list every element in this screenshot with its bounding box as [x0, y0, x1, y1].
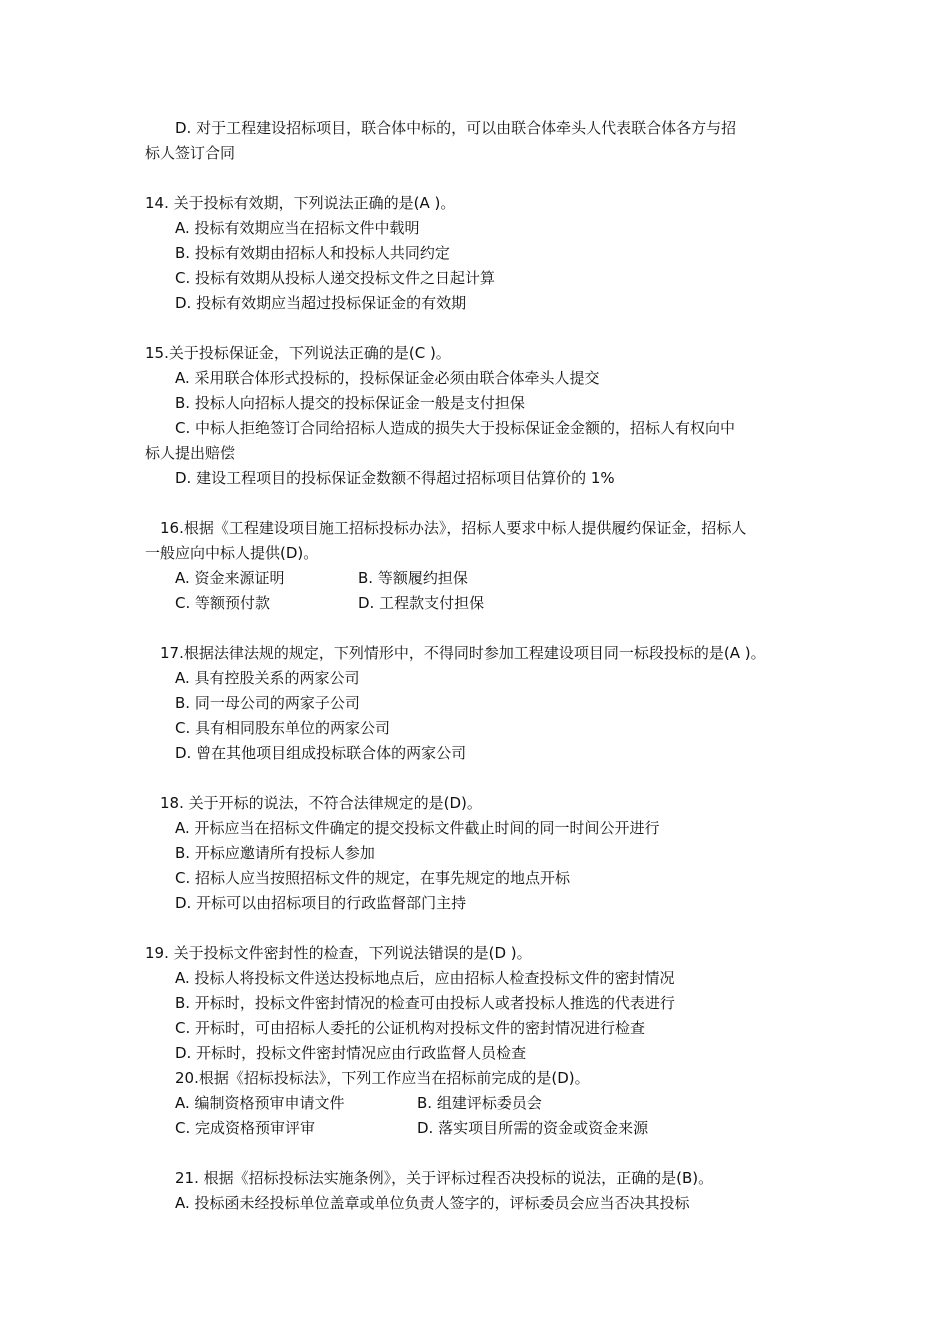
q14-option-a: A. 投标有效期应当在招标文件中载明 — [175, 219, 420, 237]
q18-stem: 18. 关于开标的说法，不符合法律规定的是(D)。 — [160, 794, 482, 812]
q19-option-b: B. 开标时，投标文件密封情况的检查可由投标人或者投标人推选的代表进行 — [175, 994, 675, 1012]
q20-option-d: D. 落实项目所需的资金或资金来源 — [417, 1119, 649, 1137]
q19-option-d: D. 开标时，投标文件密封情况应由行政监督人员检查 — [175, 1044, 527, 1062]
q13-option-d-line2: 标人签订合同 — [145, 144, 236, 162]
q15-stem: 15.关于投标保证金，下列说法正确的是(C )。 — [145, 344, 451, 362]
q14-stem: 14. 关于投标有效期，下列说法正确的是(A )。 — [145, 194, 456, 212]
q17-option-d: D. 曾在其他项目组成投标联合体的两家公司 — [175, 744, 467, 762]
q20-option-b: B. 组建评标委员会 — [417, 1094, 542, 1112]
q21-option-a: A. 投标函未经投标单位盖章或单位负责人签字的，评标委员会应当否决其投标 — [175, 1194, 690, 1212]
q20-stem: 20.根据《招标投标法》，下列工作应当在招标前完成的是(D)。 — [175, 1069, 590, 1087]
q13-option-d-line1: D. 对于工程建设招标项目，联合体中标的，可以由联合体牵头人代表联合体各方与招 — [175, 119, 737, 137]
q16-option-d: D. 工程款支付担保 — [358, 594, 485, 612]
q18-option-a: A. 开标应当在招标文件确定的提交投标文件截止时间的同一时间公开进行 — [175, 819, 660, 837]
q20-option-a: A. 编制资格预审申请文件 — [175, 1094, 345, 1112]
q14-option-c: C. 投标有效期从投标人递交投标文件之日起计算 — [175, 269, 496, 287]
q17-option-a: A. 具有控股关系的两家公司 — [175, 669, 360, 687]
q19-option-c: C. 开标时，可由招标人委托的公证机构对投标文件的密封情况进行检查 — [175, 1019, 646, 1037]
q16-option-b: B. 等额履约担保 — [358, 569, 468, 587]
q17-stem: 17.根据法律法规的规定，下列情形中，不得同时参加工程建设项目同一标段投标的是(A )。 — [160, 644, 766, 662]
q20-option-c: C. 完成资格预审评审 — [175, 1119, 316, 1137]
q17-option-c: C. 具有相同股东单位的两家公司 — [175, 719, 391, 737]
q19-option-a: A. 投标人将投标文件送达投标地点后，应由招标人检查投标文件的密封情况 — [175, 969, 675, 987]
q16-stem-line1: 16.根据《工程建设项目施工招标投标办法》，招标人要求中标人提供履约保证金，招标人 — [160, 519, 747, 537]
q15-option-c-line1: C. 中标人拒绝签订合同给招标人造成的损失大于投标保证金金额的，招标人有权向中 — [175, 419, 736, 437]
q18-option-c: C. 招标人应当按照招标文件的规定，在事先规定的地点开标 — [175, 869, 571, 887]
q19-stem: 19. 关于投标文件密封性的检查，下列说法错误的是(D )。 — [145, 944, 532, 962]
q15-option-c-line2: 标人提出赔偿 — [145, 444, 236, 462]
q14-option-b: B. 投标有效期由招标人和投标人共同约定 — [175, 244, 450, 262]
q21-stem: 21. 根据《招标投标法实施条例》，关于评标过程否决投标的说法，正确的是(B)。 — [175, 1169, 714, 1187]
q14-option-d: D. 投标有效期应当超过投标保证金的有效期 — [175, 294, 467, 312]
q16-option-a: A. 资金来源证明 — [175, 569, 285, 587]
q16-stem-line2: 一般应向中标人提供(D)。 — [145, 544, 319, 562]
q15-option-b: B. 投标人向招标人提交的投标保证金一般是支付担保 — [175, 394, 525, 412]
q15-option-d: D. 建设工程项目的投标保证金数额不得超过招标项目估算价的 1% — [175, 469, 615, 487]
q18-option-d: D. 开标可以由招标项目的行政监督部门主持 — [175, 894, 467, 912]
q18-option-b: B. 开标应邀请所有投标人参加 — [175, 844, 375, 862]
q17-option-b: B. 同一母公司的两家子公司 — [175, 694, 360, 712]
q15-option-a: A. 采用联合体形式投标的，投标保证金必须由联合体牵头人提交 — [175, 369, 600, 387]
q16-option-c: C. 等额预付款 — [175, 594, 271, 612]
